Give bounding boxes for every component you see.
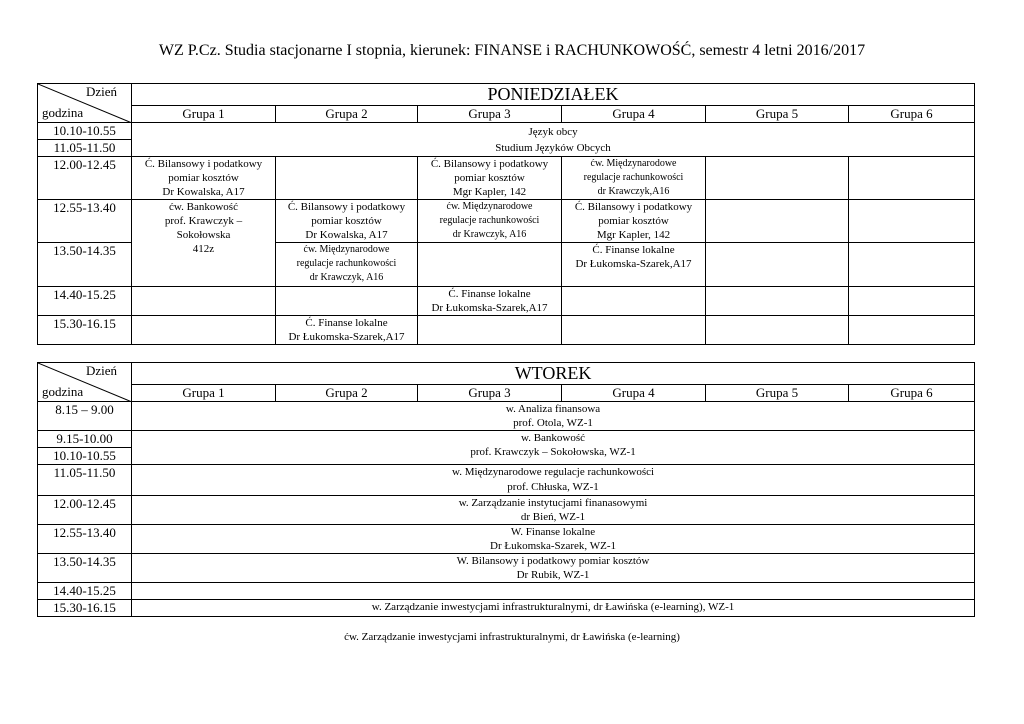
group-header-1: Grupa 1 (132, 385, 276, 402)
class-title: Ć. Bilansowy i podatkowy (574, 201, 693, 213)
corner-day-label: Dzień (85, 363, 117, 378)
class-cell (562, 200, 706, 243)
empty-cell (132, 316, 276, 345)
group-header-4: Grupa 4 (562, 106, 706, 123)
class-teacher: dr Krawczyk, A16 (309, 272, 384, 283)
group-header-1: Grupa 1 (132, 106, 276, 123)
tuesday-schedule-table (37, 362, 975, 617)
empty-cell (849, 157, 975, 200)
lecture-cell (132, 525, 975, 554)
class-detail: regulacje rachunkowości (296, 258, 397, 269)
lecture-cell: w. Zarządzanie inwestycjami infrastrukturalnymi, dr Ławińska (e-learning), WZ-1 (132, 600, 975, 617)
empty-cell (132, 583, 975, 600)
class-title: w. Zarządzanie instytucjami finanasowymi (458, 497, 648, 509)
lecture-cell (132, 402, 975, 431)
class-title: Ć. Bilansowy i podatkowy (430, 158, 549, 170)
corner-header-monday (38, 84, 132, 123)
class-teacher: dr Bień, WZ-1 (520, 511, 586, 523)
group-header-2: Grupa 2 (276, 106, 418, 123)
time-slot: 12.55-13.40 (38, 200, 132, 243)
empty-cell (276, 287, 418, 316)
time-slot: 8.15 – 9.00 (38, 402, 132, 431)
class-detail: pomiar kosztów (598, 215, 669, 227)
class-teacher: dr Krawczyk,A16 (597, 186, 670, 197)
group-header-6: Grupa 6 (849, 385, 975, 402)
class-room: 412z (192, 243, 215, 255)
class-cell (276, 243, 418, 287)
class-cell (562, 157, 706, 200)
class-title: w. Bankowość (520, 432, 586, 444)
class-teacher: Dr Łukomska-Szarek,A17 (575, 258, 692, 270)
class-teacher: Sokołowska (176, 229, 231, 241)
class-teacher: Dr Łukomska-Szarek, WZ-1 (490, 540, 616, 552)
class-teacher: prof. Krawczyk – Sokołowska, WZ-1 (470, 446, 636, 458)
class-detail: pomiar kosztów (168, 172, 239, 184)
empty-cell (706, 287, 849, 316)
class-title: ćw. Międzynarodowe (446, 201, 533, 212)
group-header-4: Grupa 4 (562, 385, 706, 402)
empty-cell (706, 316, 849, 345)
footnote: ćw. Zarządzanie inwestycjami infrastrukturalnymi, dr Ławińska (e-learning) (344, 631, 680, 643)
class-detail: pomiar kosztów (311, 215, 382, 227)
class-cell (418, 287, 562, 316)
time-slot: 10.10-10.55 (38, 448, 132, 465)
lecture-cell (132, 431, 975, 465)
class-cell (418, 200, 562, 243)
group-header-5: Grupa 5 (706, 106, 849, 123)
time-slot: 12.55-13.40 (38, 525, 132, 554)
class-teacher: Dr Łukomska-Szarek,A17 (288, 331, 405, 343)
empty-cell (706, 157, 849, 200)
class-detail: pomiar kosztów (454, 172, 525, 184)
class-title: ćw. Międzynarodowe (590, 158, 677, 169)
class-title: Ć. Finanse lokalne (448, 288, 531, 300)
class-title: Ć. Bilansowy i podatkowy (287, 201, 406, 213)
class-cell (276, 316, 418, 345)
class-cell (276, 200, 418, 243)
class-teacher: Dr Łukomska-Szarek,A17 (431, 302, 548, 314)
class-teacher: prof. Krawczyk – (164, 215, 243, 227)
class-teacher: Dr Kowalska, A17 (162, 186, 245, 198)
class-title: ćw. Międzynarodowe (303, 244, 390, 255)
time-slot: 14.40-15.25 (38, 287, 132, 316)
time-slot: 13.50-14.35 (38, 554, 132, 583)
class-location: Studium Języków Obcych (495, 142, 611, 154)
class-teacher: Dr Kowalska, A17 (305, 229, 388, 241)
class-cell (132, 157, 276, 200)
empty-cell (849, 200, 975, 243)
empty-cell (418, 243, 562, 287)
time-slot: 12.00-12.45 (38, 496, 132, 525)
day-name-monday: PONIEDZIAŁEK (132, 84, 975, 106)
class-teacher: Mgr Kapler, 142 (596, 229, 671, 241)
empty-cell (418, 316, 562, 345)
class-detail: regulacje rachunkowości (439, 215, 540, 226)
empty-cell (706, 243, 849, 287)
empty-cell (276, 157, 418, 200)
empty-cell (849, 287, 975, 316)
class-teacher: prof. Chłuska, WZ-1 (507, 481, 599, 493)
empty-cell (849, 243, 975, 287)
empty-cell (706, 200, 849, 243)
class-cell (418, 157, 562, 200)
class-teacher: prof. Otola, WZ-1 (513, 417, 593, 429)
time-slot: 12.00-12.45 (38, 157, 132, 200)
lecture-cell (132, 465, 975, 496)
class-teacher: Dr Rubik, WZ-1 (516, 569, 590, 581)
time-slot: 11.05-11.50 (38, 140, 132, 157)
class-cell (562, 243, 706, 287)
group-header-2: Grupa 2 (276, 385, 418, 402)
class-title: Ć. Finanse lokalne (592, 244, 675, 256)
empty-cell (562, 316, 706, 345)
lecture-cell (132, 554, 975, 583)
group-header-3: Grupa 3 (418, 106, 562, 123)
corner-header-tuesday (38, 363, 132, 402)
class-title: Ć. Bilansowy i podatkowy (144, 158, 263, 170)
time-slot: 10.10-10.55 (38, 123, 132, 140)
lecture-cell (132, 496, 975, 525)
class-title: Język obcy (528, 126, 578, 138)
time-slot: 14.40-15.25 (38, 583, 132, 600)
corner-hour-label: godzina (42, 105, 84, 120)
empty-cell (849, 316, 975, 345)
corner-day-label: Dzień (85, 84, 117, 99)
class-teacher: Mgr Kapler, 142 (452, 186, 527, 198)
group-header-6: Grupa 6 (849, 106, 975, 123)
class-detail: regulacje rachunkowości (583, 172, 684, 183)
time-slot: 15.30-16.15 (38, 600, 132, 617)
time-slot: 9.15-10.00 (38, 431, 132, 448)
empty-cell (132, 287, 276, 316)
class-title: w. Analiza finansowa (505, 403, 601, 415)
class-cell (132, 200, 276, 287)
corner-hour-label: godzina (42, 384, 84, 399)
empty-cell (562, 287, 706, 316)
class-title: ćw. Bankowość (169, 201, 238, 213)
day-name-tuesday: WTOREK (132, 363, 975, 385)
group-header-3: Grupa 3 (418, 385, 562, 402)
group-header-5: Grupa 5 (706, 385, 849, 402)
class-teacher: dr Krawczyk, A16 (452, 229, 527, 240)
time-slot: 13.50-14.35 (38, 243, 132, 287)
document-title: WZ P.Cz. Studia stacjonarne I stopnia, kierunek: FINANSE i RACHUNKOWOŚĆ, semestr 4 letni 2016/2017 (158, 42, 866, 59)
monday-schedule-table (37, 83, 975, 345)
language-class-cell (132, 123, 975, 157)
class-title: Ć. Finanse lokalne (305, 317, 388, 329)
class-title: w. Międzynarodowe regulacje rachunkowości (451, 466, 655, 478)
class-title: W. Bilansowy i podatkowy pomiar kosztów (456, 555, 650, 567)
time-slot: 11.05-11.50 (38, 465, 132, 496)
time-slot: 15.30-16.15 (38, 316, 132, 345)
class-title: W. Finanse lokalne (510, 526, 596, 538)
